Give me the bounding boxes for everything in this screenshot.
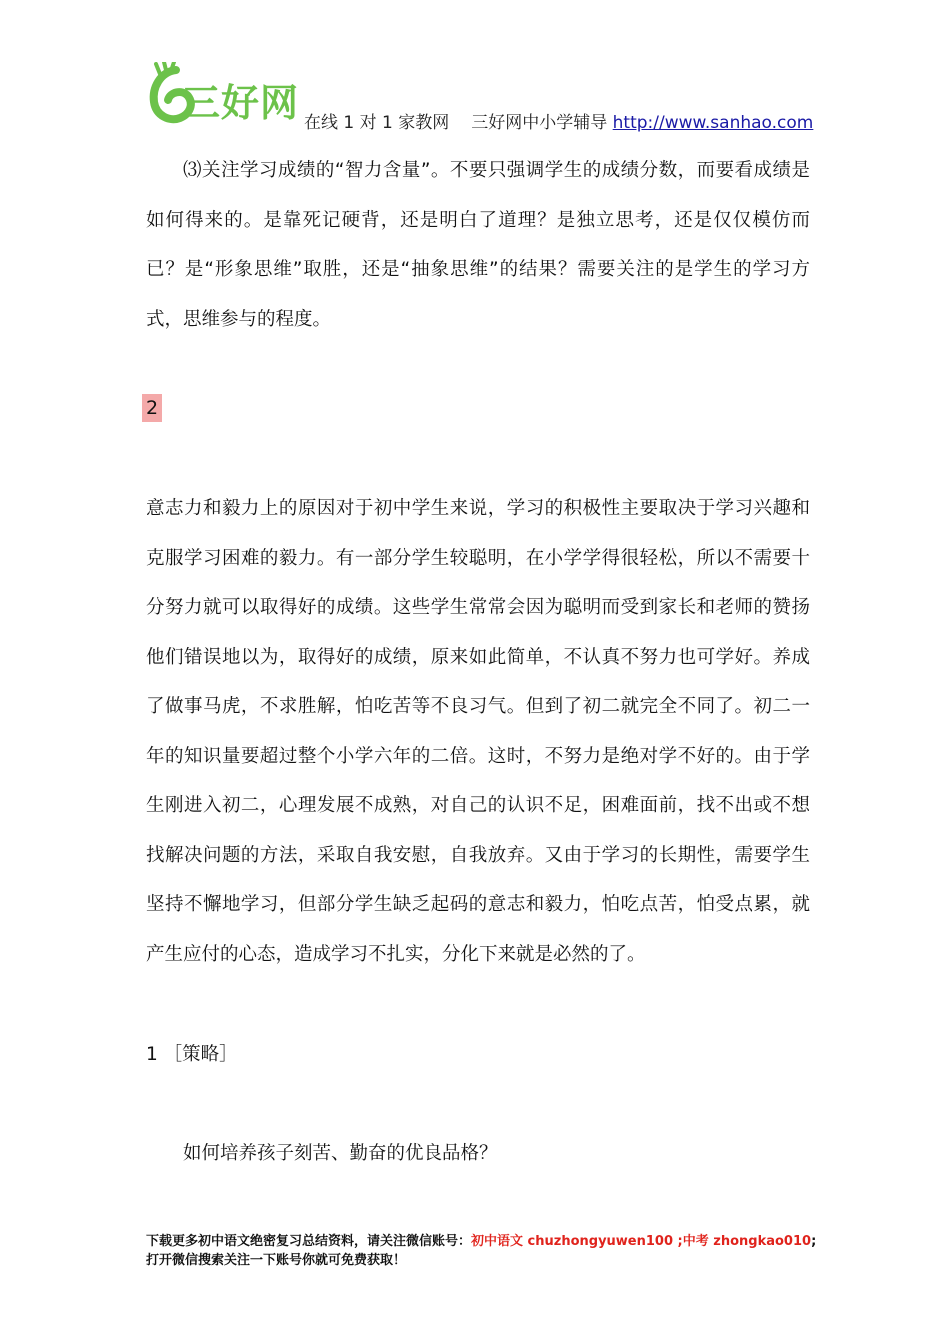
tagline-tutoring: 三好网中小学辅导 [471, 113, 608, 133]
wechat-accounts: 初中语文 chuzhongyuwen100 ;中考 zhongkao010 [471, 1234, 812, 1249]
header-tagline [304, 108, 813, 133]
footer-line-2: 打开微信搜索关注一下账号你就可免费获取！ [146, 1253, 407, 1268]
footer-suffix: ; [811, 1234, 817, 1249]
paragraph-willpower: 意志力和毅力上的原因对于初中学生来说，学习的积极性主要取决于学习兴趣和克服学习困难的毅力。有一部分学生较聪明，在小学学得很轻松，所以不需要十分努力就可以取得好的成绩。这些学生常常会因为聪明而受到家长和老师的赞扬他们错误地以为，取得好的成绩，原来如此简单，不认真不努力也可学好。养成了做事马虎，不求胜解，怕吃苦等不良习气。但到了初二就完全不同了。初二一年的知识量要超过整个小学六年的二倍。这时，不努力是绝对学不好的。由于学生刚进入初二，心理发展不成熟，对自己的认识不足，困难面前，找不出或不想找解决问题的方法，采取自我安慰，自我放弃。又由于学习的长期性，需要学生坚持不懈地学习，但部分学生缺乏起码的意志和毅力，怕吃点苦，怕受点累，就产生应付的心态，造成学习不扎实，分化下来就是必然的了。 [146, 498, 810, 965]
sanhao-logo [146, 62, 316, 126]
page-header [146, 62, 814, 133]
paragraph-intelligence: ⑶关注学习成绩的“智力含量”。不要只强调学生的成绩分数，而要看成绩是如何得来的。是靠死记硬背，还是明白了道理？是独立思考，还是仅仅模仿而已？是“形象思维”取胜，还是“抽象思维”的结果？需要关注的是学生的学习方式，思维参与的程度。 [146, 160, 810, 330]
question-line: 如何培养孩子刻苦、勤奋的优良品格？ [183, 1143, 498, 1164]
footer-prefix: 下载更多初中语文绝密复习总结资料，请关注微信账号： [146, 1234, 472, 1249]
footer-notice [146, 1232, 826, 1270]
tagline-online: 在线 1 对 1 家教网 [304, 113, 450, 133]
site-link[interactable]: http://www.sanhao.com [612, 113, 814, 133]
footer-line-1 [146, 1232, 826, 1251]
strategy-heading: 1 ［策略］ [146, 1044, 238, 1065]
logo-text: 三好网 [182, 81, 300, 125]
section-number: 2 [142, 394, 162, 422]
